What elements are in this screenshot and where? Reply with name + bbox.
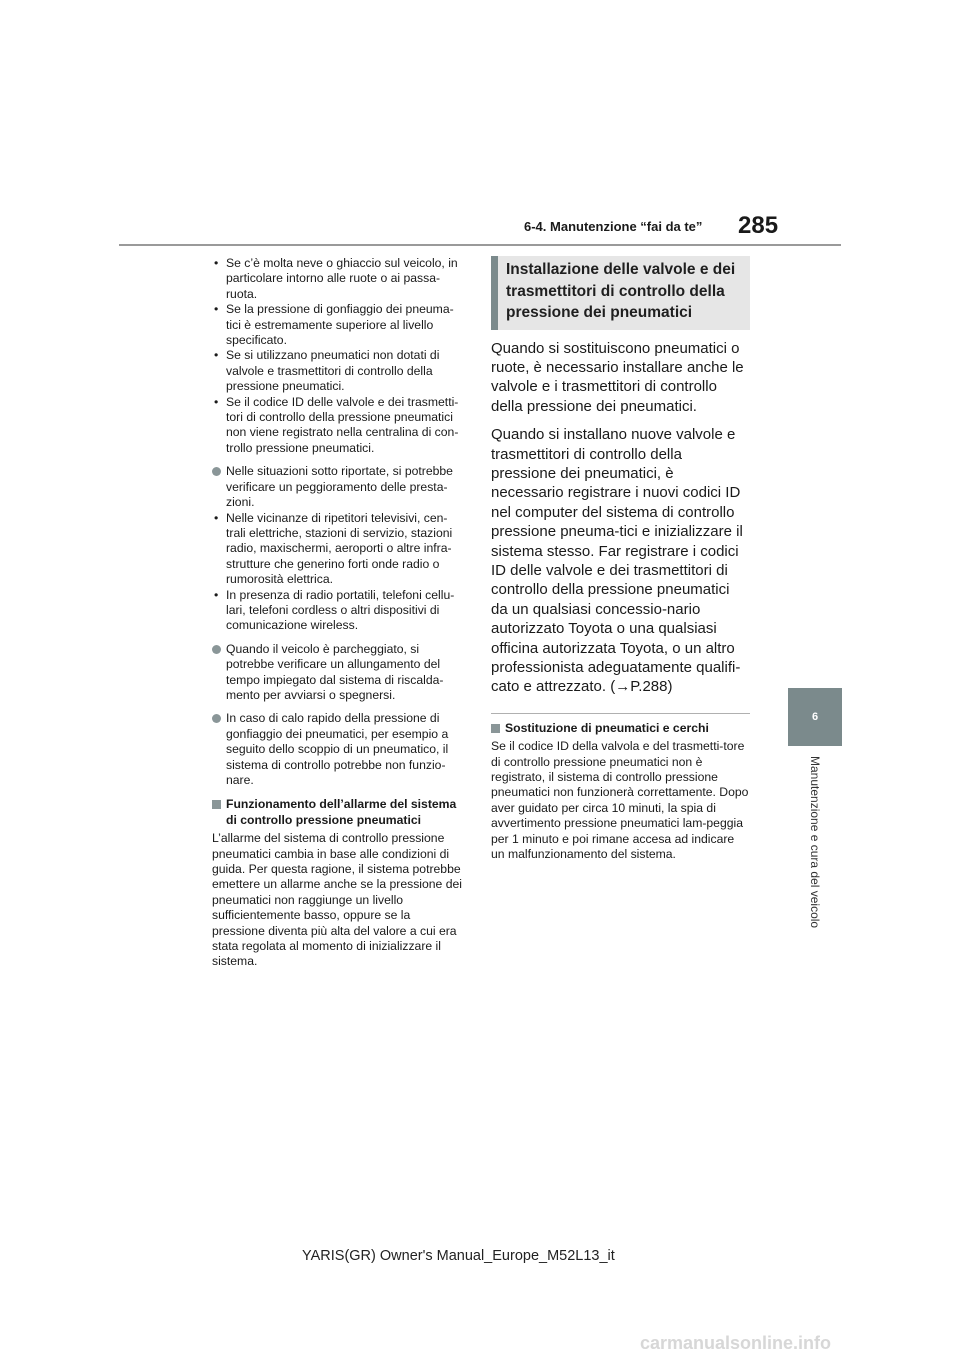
subsection-body: L’allarme del sistema di controllo pressione pneumatici cambia in base alle condizioni di guida. Per questa ragione, il sistema potrebbe emettere un allarme anche se la pressione dei pneumatici non raggiunge un livello sufficientemente basso, oppure se la pressione diventa più alta del valore a cui era stata regolata al momento di inizializzare il sistema. (212, 831, 462, 969)
circle-bullet-icon (212, 467, 221, 476)
chapter-tab: 6 (788, 688, 842, 746)
subsection-heading-text: Funzionamento dell’allarme del sistema di controllo pressione pneumatici (226, 797, 457, 827)
note-text: In caso di calo rapido della pressione di gonfiaggio dei pneumatici, per esempio a seguito dello scoppio di un pneumatico, il sistema di controllo potrebbe non funzio-nare. (226, 711, 449, 787)
list-item: • Se si utilizzano pneumatici non dotati di valvole e trasmettitori di controllo della pressione pneumatici. (212, 348, 466, 394)
subsection-heading (491, 721, 750, 736)
boxed-section-heading (491, 256, 750, 330)
left-column (212, 256, 466, 970)
list-item: • Se la pressione di gonfiaggio dei pneuma-tici è estremamente superiore al livello specificato. (212, 302, 466, 348)
chapter-title: Manutenzione e cura del veicolo (808, 756, 822, 929)
subsection-heading (212, 797, 466, 828)
page-number: 285 (738, 212, 779, 239)
subsection-body: Se il codice ID della valvola e del trasmetti-tore di controllo pressione pneumatici non è registrato, il sistema di controllo pressione pneumatici non funzionerà correttamente. Dopo aver guidato per circa 10 minuti, la spia di avvertimento pressione pneumatici lam-peggia per 1 minuto e poi rimane accesa ad indicare un malfunzionamento del sistema. (491, 739, 749, 862)
body-paragraph: Quando si installano nuove valvole e trasmettitori di controllo della pressione dei pneumatici, è necessario registrare i nuovi codici ID nel computer del sistema di controllo pressione pneuma-tici e inizializzare il sistema stesso. Far registrare i codici ID delle valvole e dei trasmettitori di controllo della pressione pneumatici da un qualsiasi concessio-nario autorizzato Toyota o una qualsiasi officina autorizzata Toyota, o un altro professionista adeguatamente qualifi-cato e attrezzato. (→P.288) (491, 426, 743, 696)
bullet-list-interference (212, 511, 466, 634)
heading-accent-bar (491, 256, 498, 330)
subsection-heading-text: Sostituzione di pneumatici e cerchi (505, 720, 709, 735)
square-bullet-icon (212, 800, 221, 809)
note-text: Quando il veicolo è parcheggiato, si potrebbe verificare un allungamento del tempo impiegato dal sistema di riscalda-mento per avviarsi o spegnersi. (226, 641, 444, 702)
bullet-list-conditions (212, 256, 466, 456)
footer-manual-name: YARIS(GR) Owner's Manual_Europe_M52L13_it (302, 1248, 615, 1264)
body-paragraph: Quando si sostituiscono pneumatici o ruote, è necessario installare anche le valvole e i trasmettitori di controllo della pressione dei pneumatici. (491, 339, 744, 415)
note-paragraph (212, 642, 466, 704)
note-text: Nelle situazioni sotto riportate, si potrebbe verificare un peggioramento delle presta-zioni. (226, 464, 453, 510)
note-paragraph (212, 464, 466, 510)
note-paragraph (212, 711, 466, 788)
right-column (491, 256, 750, 862)
section-title: 6-4. Manutenzione “fai da te” (524, 219, 703, 234)
header-divider (119, 244, 841, 246)
list-item: • Se il codice ID delle valvole e dei trasmetti-tori di controllo della pressione pneumatici non viene registrato nella centralina di con-trollo pressione pneumatici. (212, 395, 466, 457)
circle-bullet-icon (212, 714, 221, 723)
list-item: • Se c’è molta neve o ghiaccio sul veicolo, in particolare intorno alle ruote o ai passa-ruota. (212, 256, 466, 302)
chapter-title-vertical (788, 756, 842, 956)
list-item: • In presenza di radio portatili, telefoni cellu-lari, telefoni cordless o altri dispositivi di comunicazione wireless. (212, 588, 466, 634)
boxed-heading-text: Installazione delle valvole e dei trasmettitori di controllo della pressione dei pneumatici (506, 261, 736, 321)
list-item: • Nelle vicinanze di ripetitori televisivi, cen-trali elettriche, stazioni di servizio, stazioni radio, maxischermi, aeroporti o altre infra-strutture che generino forti onde radio o rumorosità elettrica. (212, 511, 466, 588)
circle-bullet-icon (212, 645, 221, 654)
subsection-divider (491, 713, 750, 714)
watermark: carmanualsonline.info (640, 1333, 832, 1353)
square-bullet-icon (491, 724, 500, 733)
